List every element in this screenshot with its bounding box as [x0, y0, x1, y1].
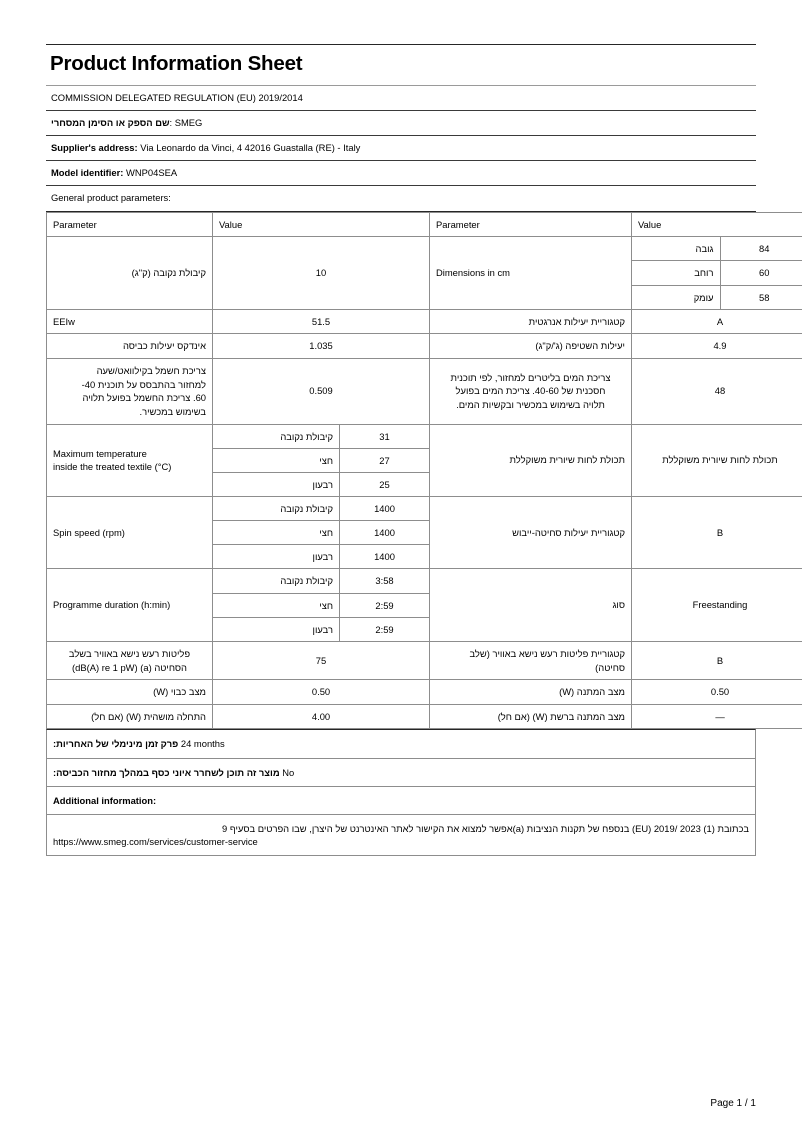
installation-type-param: סוג — [430, 569, 632, 641]
energy-consumption-value: 0.509 — [213, 359, 430, 425]
supplier-label: שם הספק או הסימן המסחרי — [51, 116, 170, 128]
dimension-row-depth — [632, 285, 802, 309]
spin-speed-tiers-group — [213, 496, 430, 568]
table-row-consumption — [47, 359, 802, 425]
model-label: Model identifier: — [51, 167, 124, 179]
spin-speed-value-quarter: 1400 — [340, 545, 430, 569]
spin-drying-class-value: B — [632, 496, 802, 568]
table-row-spin-speed — [47, 496, 802, 568]
address-label: Supplier's address: — [51, 142, 138, 153]
delay-start-param: התחלה מושהית (W) (אם חל) — [47, 704, 213, 729]
warranty-value: 24 months — [180, 738, 225, 750]
rinsing-efficiency-value: 4.9 — [632, 334, 802, 359]
max-temperature-tier-full — [213, 425, 429, 449]
programme-duration-label-full: קיבולת נקובה — [213, 569, 340, 593]
max-temperature-line-1: Maximum temperature — [53, 447, 147, 459]
table-row-wash-index — [47, 334, 802, 359]
dimension-label-width: רוחב — [632, 261, 720, 285]
table-row-capacity — [47, 237, 802, 309]
warranty-label: פרק זמן מינימלי של האחריות: — [53, 738, 179, 750]
max-temperature-tier-quarter — [213, 472, 429, 496]
wash-index-param: אינדקס יעילות כביסה — [47, 334, 213, 359]
capacity-value: 10 — [213, 237, 430, 309]
off-mode-value: 0.50 — [213, 680, 430, 705]
header-value-left: Value — [213, 212, 430, 237]
programme-duration-value-half: 2:59 — [340, 593, 430, 617]
max-temperature-value-full: 31 — [340, 425, 430, 449]
table-header-row — [47, 212, 802, 237]
programme-duration-param: Programme duration (h:min) — [47, 569, 213, 641]
sheet-body — [46, 44, 778, 856]
max-temperature-value-half: 27 — [340, 448, 430, 472]
page-title: Product Information Sheet — [50, 52, 303, 75]
max-temperature-subtable — [213, 425, 429, 496]
eeiw-value: 51.5 — [213, 309, 430, 334]
regulation-line: COMMISSION DELEGATED REGULATION (EU) 2019/2014 — [51, 91, 303, 103]
programme-duration-subtable — [213, 569, 429, 640]
supplier-value: : SMEG — [169, 116, 203, 128]
additional-information-label — [46, 787, 756, 815]
water-consumption-value: 48 — [632, 359, 802, 425]
energy-consumption-line-2: למחזור בהתבסס על תוכנית 40- — [81, 378, 206, 390]
standby-mode-value: 0.50 — [632, 680, 802, 705]
noise-param-line-2: הסחיטה (a) (dB(A) re 1 pW) — [72, 661, 187, 673]
page-number: Page 1 / 1 — [710, 1098, 756, 1109]
additional-information-content — [46, 815, 756, 856]
dimension-value-width: 60 — [720, 261, 802, 285]
max-temperature-label-full: קיבולת נקובה — [213, 425, 340, 449]
table-row-max-temperature — [47, 424, 802, 496]
spin-speed-label-full: קיבולת נקובה — [213, 497, 340, 521]
programme-duration-value-quarter: 2:59 — [340, 617, 430, 641]
dimension-label-depth: עומק — [632, 285, 720, 309]
header-value-right: Value — [632, 212, 802, 237]
table-row-off-mode — [47, 680, 802, 705]
programme-duration-tier-full — [213, 569, 429, 593]
dimension-value-height: 84 — [720, 237, 802, 261]
max-temperature-value-quarter: 25 — [340, 472, 430, 496]
spin-speed-value-half: 1400 — [340, 521, 430, 545]
delay-start-value: 4.00 — [213, 704, 430, 729]
energy-class-value: A — [632, 309, 802, 334]
energy-consumption-line-4: בשימוש במכשיר. — [139, 405, 206, 417]
spin-speed-subtable — [213, 497, 429, 568]
max-temperature-line-2: inside the treated textile (°C) — [53, 461, 172, 473]
installation-type-value: Freestanding — [632, 569, 802, 641]
max-temperature-label-quarter: רבעון — [213, 472, 340, 496]
water-consumption-line-1: צריכת המים בליטרים למחזור, לפי תוכנית — [450, 371, 611, 383]
off-mode-param: מצב כבוי (W) — [47, 680, 213, 705]
water-consumption-line-3: תלויה בשימוש במכשיר ובקשיות המים. — [456, 399, 605, 411]
dimensions-param: Dimensions in cm — [430, 237, 632, 309]
energy-consumption-param — [47, 359, 213, 425]
energy-consumption-line-1: צריכת חשמל בקילוואט/שעה — [96, 365, 206, 376]
spin-speed-tier-quarter — [213, 545, 429, 569]
additional-information-label-text: Additional information: — [53, 794, 157, 806]
eeiw-param: EEIw — [47, 309, 213, 334]
dimension-row-width — [632, 261, 802, 285]
programme-duration-value-full: 3:58 — [340, 569, 430, 593]
programme-duration-tier-half — [213, 593, 429, 617]
customer-service-url[interactable]: https://www.smeg.com/services/customer-service — [53, 836, 258, 848]
programme-duration-label-half: חצי — [213, 593, 340, 617]
energy-class-param: קטגוריית יעילות אנרגטית — [430, 309, 632, 334]
ionic-silver-value: No — [282, 766, 295, 778]
noise-value: 75 — [213, 641, 430, 679]
address-row — [46, 136, 756, 160]
address-value: Via Leonardo da Vinci, 4 42016 Guastalla (RE) - Italy — [140, 142, 361, 153]
rinsing-efficiency-param: יעילות השטיפה (ג'/ק"ג) — [430, 334, 632, 359]
programme-duration-label-quarter: רבעון — [213, 617, 340, 641]
ionic-silver-label: מוצר זה תוכן לשחרר איוני כסף במהלך מחזור הכביסה: — [53, 766, 280, 778]
wash-index-value: 1.035 — [213, 334, 430, 359]
capacity-param: קיבולת נקובה (ק"ג) — [47, 237, 213, 309]
model-row — [46, 161, 756, 185]
dimension-label-height: גובה — [632, 237, 720, 261]
programme-duration-tier-quarter — [213, 617, 429, 641]
additional-information-text: בכתובת (1) 2023 /2019 (EU) בנספח של תקנות הנציבות (a)אפשר למצוא את הקישור לאתר האינטרנט של היצרן, שבו הפרטים בסעיף 9 — [222, 822, 749, 834]
table-row-eeiw — [47, 309, 802, 334]
warranty-row — [46, 729, 756, 758]
dimensions-group — [632, 237, 802, 309]
header-parameter-left: Parameter — [47, 212, 213, 237]
spin-speed-param: Spin speed (rpm) — [47, 496, 213, 568]
max-temperature-param — [47, 424, 213, 496]
spin-speed-label-quarter: רבעון — [213, 545, 340, 569]
model-value: WNP04SEA — [126, 167, 178, 179]
max-temperature-label-half: חצי — [213, 448, 340, 472]
standby-mode-param: מצב המתנה (W) — [430, 680, 632, 705]
noise-class-line-2: סחיטה) — [595, 661, 625, 673]
general-parameters-label: General product parameters: — [51, 192, 171, 204]
water-consumption-param — [430, 359, 632, 425]
dimensions-subtable — [632, 237, 802, 308]
residual-moisture-value: תכולת לחות שיורית משוקללת — [632, 424, 802, 496]
water-consumption-line-2: חסכנית של 40-60. צריכת המים בפועל — [455, 385, 606, 397]
table-row-programme-duration — [47, 569, 802, 641]
noise-class-value: B — [632, 641, 802, 679]
dimension-value-depth: 58 — [720, 285, 802, 309]
noise-class-line-1: קטגוריית פליטות רעש נישא באוויר (שלב — [469, 647, 625, 659]
residual-moisture-param: תכולת לחות שיורית משוקללת — [430, 424, 632, 496]
ionic-silver-row — [46, 759, 756, 787]
noise-param-line-1: פליטות רעש נישא באוויר בשלב — [68, 647, 191, 659]
header-parameter-right: Parameter — [430, 212, 632, 237]
supplier-row — [46, 111, 756, 135]
networked-standby-param: מצב המתנה ברשת (W) (אם חל) — [430, 704, 632, 729]
table-row-noise — [47, 641, 802, 679]
noise-param — [47, 641, 213, 679]
programme-duration-tiers-group — [213, 569, 430, 641]
networked-standby-value: — — [632, 704, 802, 729]
spin-speed-label-half: חצי — [213, 521, 340, 545]
general-product-parameters-table — [46, 212, 802, 730]
spin-speed-tier-full — [213, 497, 429, 521]
max-temperature-tiers-group — [213, 424, 430, 496]
spin-speed-value-full: 1400 — [340, 497, 430, 521]
max-temperature-tier-half — [213, 448, 429, 472]
spin-speed-tier-half — [213, 521, 429, 545]
spin-drying-class-param: קטגוריית יעילות סחיטה-ייבוש — [430, 496, 632, 568]
noise-class-param — [430, 641, 632, 679]
table-row-delay-start — [47, 704, 802, 729]
dimension-row-height — [632, 237, 802, 261]
energy-consumption-line-3: 60. צריכת החשמל בפועל תלויה — [82, 392, 206, 404]
